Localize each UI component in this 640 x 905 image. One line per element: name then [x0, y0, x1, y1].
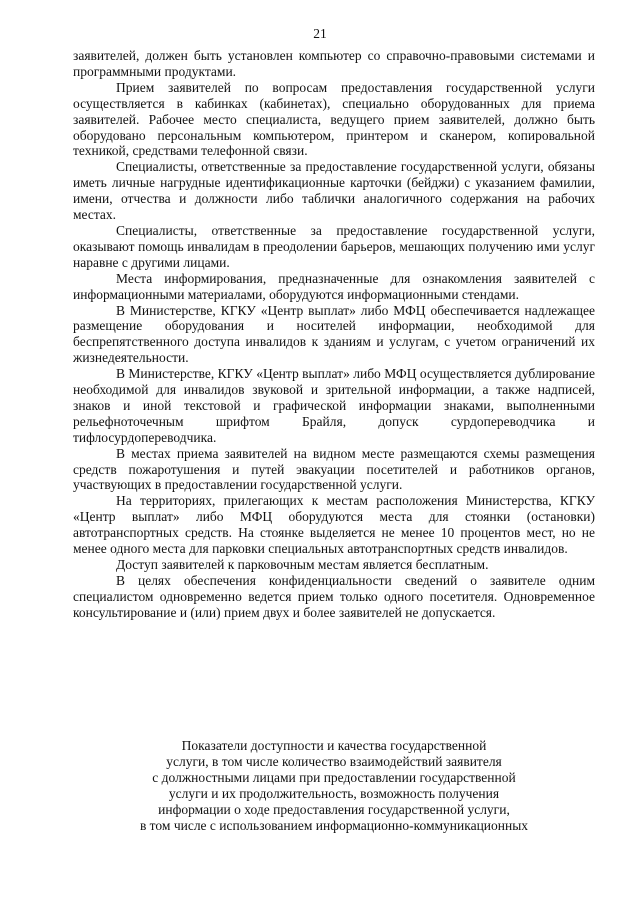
- heading-line: Показатели доступности и качества государственной: [181, 738, 487, 753]
- page-number: 21: [313, 26, 327, 41]
- paragraph: Места информирования, предназначенные для ознакомления заявителей с информационными материалами, оборудуются информационными стендами.: [73, 270, 595, 302]
- heading-line: услуги и их продолжительность, возможность получения: [168, 785, 500, 801]
- paragraph: Специалисты, ответственные за предоставление государственной услуги, оказывают помощь инвалидам в преодолении барьеров, мешающих получению ими услуг наравне с другими лицами.: [73, 222, 595, 270]
- paragraph: В целях обеспечения конфиденциальности сведений о заявителе одним специалистом одновременно ведется прием только одного посетителя. Одновременное консультирование и (или) прием двух и более заявителей не допускается.: [73, 572, 595, 620]
- heading-line: в том числе с использованием информационно-коммуникационных: [139, 817, 529, 833]
- heading-line: услуги, в том числе количество взаимодействий заявителя: [166, 753, 502, 769]
- paragraph: Доступ заявителей к парковочным местам является бесплатным.: [116, 557, 489, 572]
- paragraph: На территориях, прилегающих к местам расположения Министерства, КГКУ «Центр выплат» либо МФЦ оборудуются места для стоянки (остановки) автотранспортных средств. На стоянке выделяется не менее 10 процентов мест, но не менее одного места для парковки специальных автотранспортных средств инвалидов.: [73, 493, 595, 557]
- paragraph: заявителей, должен быть установлен компьютер со справочно-правовыми системами и программными продуктами.: [73, 48, 595, 79]
- paragraph: Специалисты, ответственные за предоставление государственной услуги, обязаны иметь личные нагрудные идентификационные карточки (бейджи) с указанием фамилии, имени, отчества и должности либо таблички аналогичного содержания на рабочих местах.: [73, 159, 595, 223]
- paragraph: Прием заявителей по вопросам предоставления государственной услуги осуществляется в кабинках (кабинетах), специально оборудованных для приема заявителей. Рабочее место специалиста, ведущего прием заявителей, должно быть оборудовано персональным компьютером, принтером и сканером, копировальной техникой, средствами телефонной связи.: [73, 79, 595, 159]
- paragraph: В Министерстве, КГКУ «Центр выплат» либо МФЦ обеспечивается надлежащее размещение оборудования и носителей информации, необходимой для беспрепятственного доступа инвалидов к зданиям и услугам, с учетом ограничений их жизнедеятельности.: [73, 302, 595, 366]
- section-heading: [73, 738, 595, 833]
- heading-line: с должностными лицами при предоставлении государственной: [152, 769, 516, 785]
- body-text: [73, 48, 595, 621]
- paragraph: В местах приема заявителей на видном месте размещаются схемы размещения средств пожаротушения и путей эвакуации посетителей и работников органов, участвующих в предоставлении государственной услуги.: [73, 445, 595, 493]
- heading-line: информации о ходе предоставления государственной услуги,: [158, 801, 510, 817]
- paragraph: В Министерстве, КГКУ «Центр выплат» либо МФЦ осуществляется дублирование необходимой для инвалидов звуковой и зрительной информации, а также надписей, знаков и иной текстовой и графической информации знаками, выполненными рельефноточечным шрифтом Брайля, допуск сурдопереводчика и тифлосурдопереводчика.: [73, 366, 595, 445]
